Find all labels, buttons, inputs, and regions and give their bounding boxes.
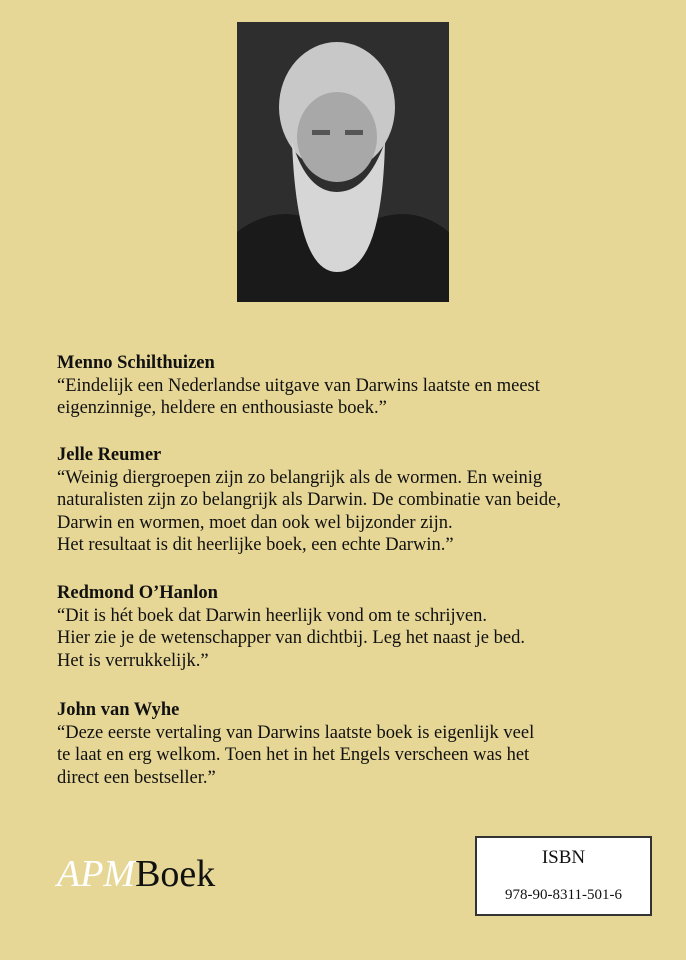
review-1 [57,352,657,420]
publisher-logo-boek: Boek [135,853,216,895]
quote-line: Darwin en wormen, moet dan ook wel bijzonder zijn. [57,512,453,533]
portrait-illustration [237,22,449,302]
quote-line: “Deze eerste vertaling van Darwins laatste boek is eigenlijk veel [57,722,535,743]
publisher-logo-apm: APM [57,853,136,895]
reviewer-name: John van Wyhe [57,700,180,720]
quote-line: Hier zie je de wetenschapper van dichtbij. Leg het naast je bed. [57,628,525,648]
quote-line: Het is verrukkelijk.” [57,650,209,671]
quote-line: te laat en erg welkom. Toen het in het Engels verscheen was het [57,745,530,765]
quote-line: “Weinig diergroepen zijn zo belangrijk als de wormen. En weinig [57,467,543,488]
quote-line: eigenzinnige, heldere en enthousiaste boek.” [57,398,387,418]
review-2 [57,444,657,557]
review-4 [57,699,657,789]
quote-line: naturalisten zijn zo belangrijk als Darwin. De combinatie van beide, [57,490,561,510]
quote-line: Het resultaat is dit heerlijke boek, een echte Darwin.” [57,535,454,555]
reviewer-name: Jelle Reumer [57,445,162,465]
quote-line: “Eindelijk een Nederlandse uitgave van Darwins laatste en meest [57,375,540,396]
review-3 [57,582,657,672]
author-portrait-photo [237,22,449,302]
quote-line: “Dit is hét boek dat Darwin heerlijk vond om te schrijven. [57,605,488,626]
reviewer-name: Redmond O’Hanlon [57,583,218,603]
isbn-label: ISBN [541,847,586,868]
reviewer-name: Menno Schilthuizen [57,353,215,373]
isbn-number: 978-90-8311-501-6 [505,887,622,903]
quote-line: direct een bestseller.” [57,767,216,788]
publisher-logo [57,852,215,896]
isbn-box [475,836,652,916]
